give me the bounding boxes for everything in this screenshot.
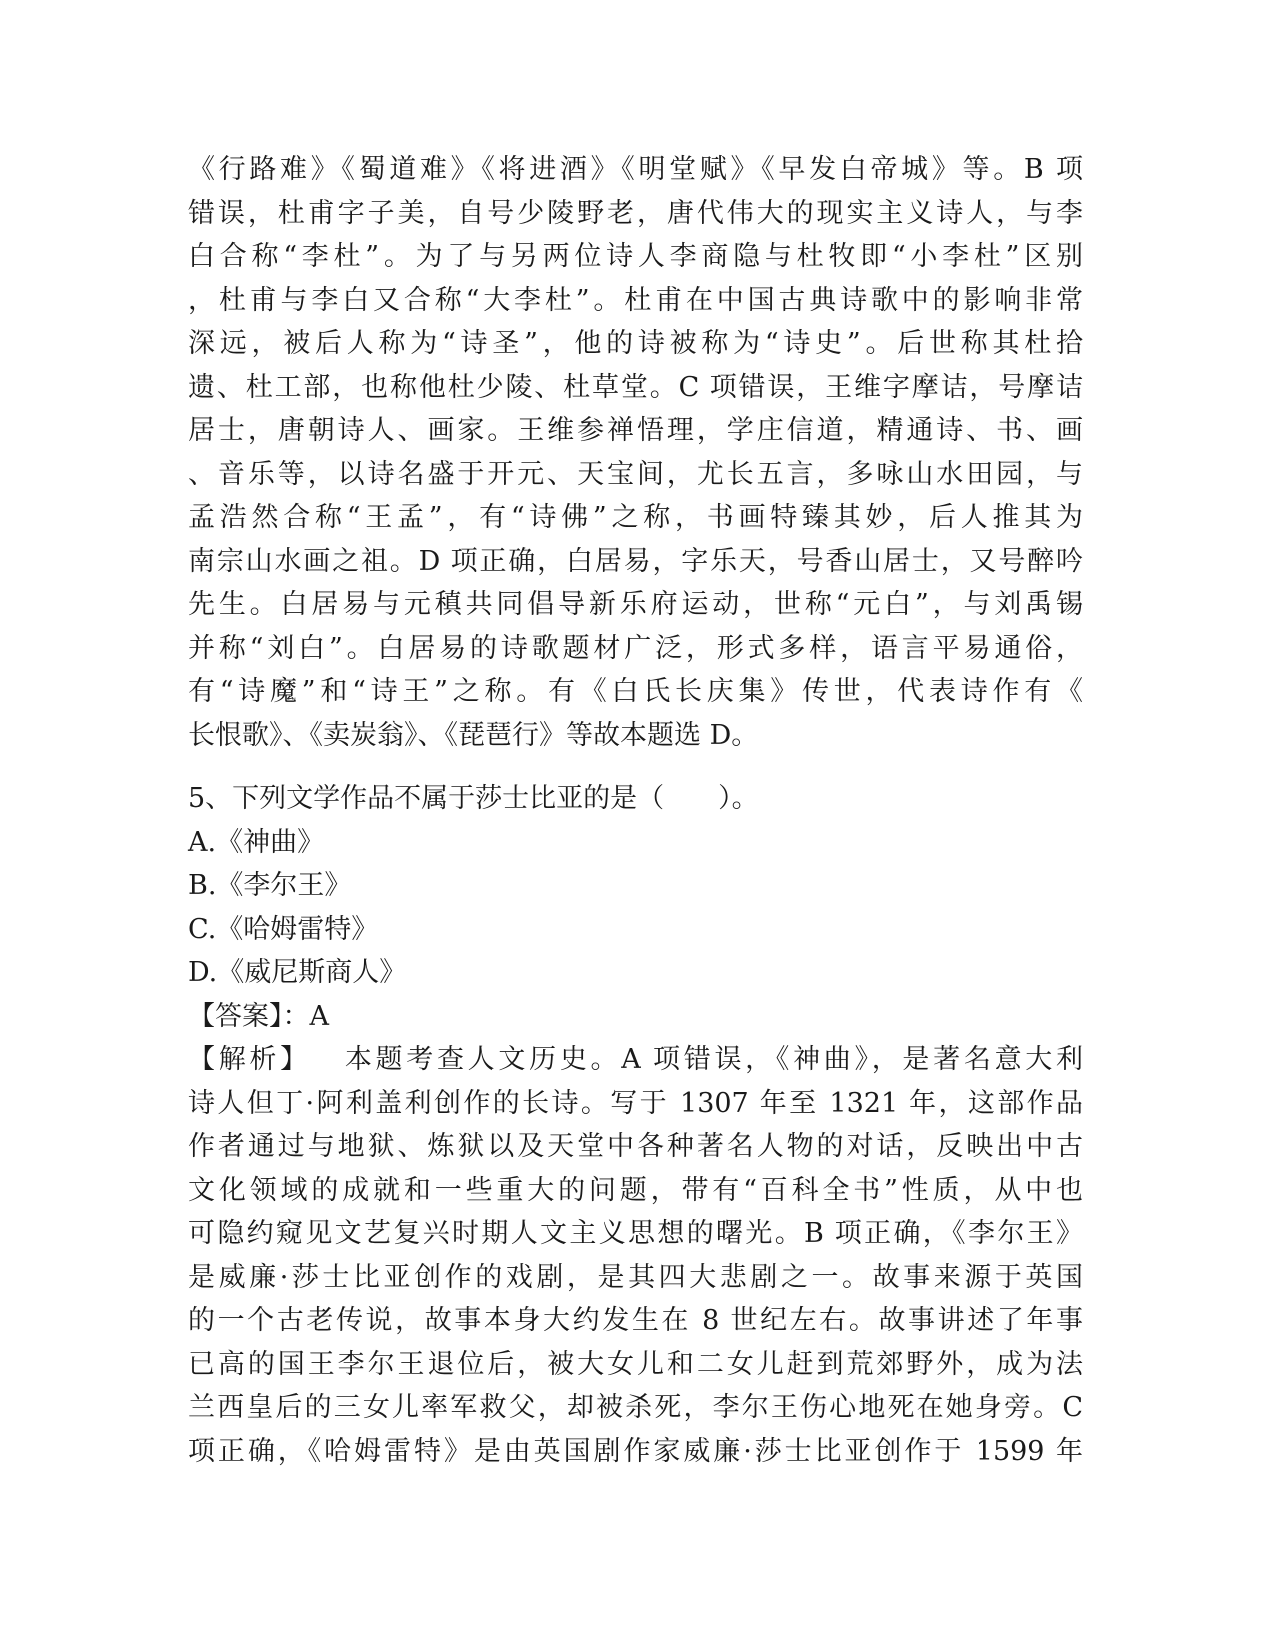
intro-line: 南宗山水画之祖。D 项正确，白居易，字乐天，号香山居士，又号醉吟 [188, 545, 1083, 577]
analysis-label: 【解析】 [188, 1044, 311, 1075]
analysis-line: 作者通过与地狱、炼狱以及天堂中各种著名人物的对话，反映出中古 [188, 1131, 1083, 1162]
option-c: C.《哈姆雷特》 [188, 913, 379, 945]
analysis-line: 项正确，《哈姆雷特》是由英国剧作家威廉·莎士比亚创作于 1599 年 [188, 1435, 1083, 1467]
analysis-text: 本题考查人文历史。A 项错误，《神曲》，是著名意大利 [344, 1044, 1083, 1075]
intro-line: 深远，被后人称为“诗圣”，他的诗被称为“诗史”。后世称其杜拾 [188, 328, 1083, 359]
analysis-line: 文化领域的成就和一些重大的问题，带有“百科全书”性质，从中也 [188, 1174, 1083, 1206]
intro-line: 长恨歌》、《卖炭翁》、《琵琶行》等故本题选 D。 [188, 719, 759, 751]
intro-line: 、音乐等，以诗名盛于开元、天宝间，尤长五言，多咏山水田园，与 [188, 458, 1083, 490]
intro-line: 居士，唐朝诗人、画家。王维参禅悟理，学庄信道，精通诗、书、画 [188, 415, 1083, 446]
answer-label: 【答案】： [188, 1000, 310, 1032]
option-a: A.《神曲》 [188, 826, 325, 858]
analysis-line: 诗人但丁·阿利盖利创作的长诗。写于 1307 年至 1321 年，这部作品 [188, 1087, 1083, 1119]
intro-line: 先生。白居易与元稹共同倡导新乐府运动，世称“元白”，与刘禹锡 [188, 589, 1083, 620]
option-b: B.《李尔王》 [188, 870, 352, 901]
answer-row [188, 995, 1083, 1039]
analysis-line [188, 1038, 1083, 1082]
option-d: D.《威尼斯商人》 [188, 957, 407, 988]
analysis-line: 的一个古老传说，故事本身大约发生在 8 世纪左右。故事讲述了年事 [188, 1305, 1083, 1336]
intro-line: 白合称“李杜”。为了与另两位诗人李商隐与杜牧即“小李杜”区别 [188, 241, 1083, 272]
analysis-line: 已高的国王李尔王退位后，被大女儿和二女儿赶到荒郊野外，成为法 [188, 1348, 1083, 1380]
answer-value: A [309, 1000, 329, 1032]
intro-line: 遗、杜工部，也称他杜少陵、杜草堂。C 项错误，王维字摩诘，号摩诘 [188, 371, 1083, 403]
intro-line: 孟浩然合称“王孟”，有“诗佛”之称，书画特臻其妙，后人推其为 [188, 502, 1083, 533]
analysis-line: 兰西皇后的三女儿率军救父，却被杀死，李尔王伤心地死在她身旁。C [188, 1392, 1083, 1423]
intro-line: 错误，杜甫字子美，自号少陵野老，唐代伟大的现实主义诗人，与李 [188, 197, 1083, 229]
document-page [188, 148, 1083, 1473]
intro-paragraph [188, 148, 1083, 757]
analysis-line: 是威廉·莎士比亚创作的戏剧，是其四大悲剧之一。故事来源于英国 [188, 1261, 1083, 1293]
question-block [188, 777, 1083, 1473]
analysis-line: 可隐约窥见文艺复兴时期人文主义思想的曙光。B 项正确，《李尔王》 [188, 1218, 1083, 1249]
intro-line: 《行路难》《蜀道难》《将进酒》《明堂赋》《早发白帝城》等。B 项 [188, 154, 1083, 185]
intro-line: ，杜甫与李白又合称“大李杜”。杜甫在中国古典诗歌中的影响非常 [188, 284, 1083, 316]
intro-line: 并称“刘白”。白居易的诗歌题材广泛，形式多样，语言平易通俗， [188, 632, 1083, 664]
intro-line: 有“诗魔”和“诗王”之称。有《白氏长庆集》传世，代表诗作有《 [188, 676, 1083, 707]
question-stem: 5、下列文学作品不属于莎士比亚的是（ ）。 [188, 783, 759, 814]
